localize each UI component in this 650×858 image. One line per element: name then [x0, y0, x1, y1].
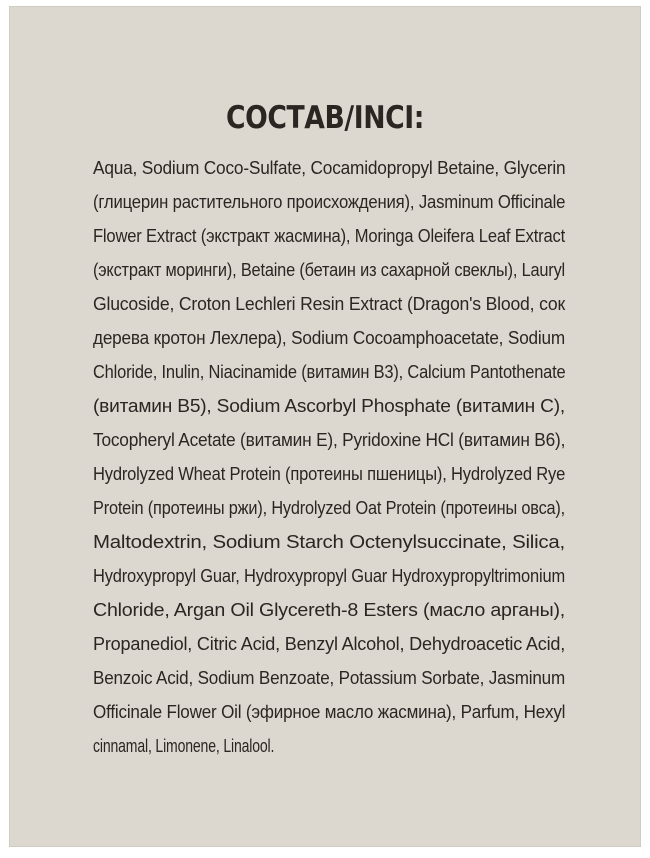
ingredient-line: (экстракт моринги), Betaine (бетаин из сахарной свеклы), Lauryl	[93, 260, 566, 280]
ingredient-line: Protein (протеины ржи), Hydrolyzed Oat Protein (протеины овса),	[93, 498, 566, 518]
ingredient-line: Officinale Flower Oil (эфирное масло жасмина), Parfum, Hexyl	[93, 702, 566, 722]
ingredient-line: Chloride, Inulin, Niacinamide (витамин B3), Calcium Pantothenate	[93, 362, 566, 382]
ingredient-line: (витамин B5), Sodium Ascorbyl Phosphate (витамин C),	[93, 396, 566, 416]
ingredient-line: Tocopheryl Acetate (витамин E), Pyridoxine HCl (витамин B6),	[93, 430, 566, 450]
ingredient-line: Chloride, Argan Oil Glycereth-8 Esters (масло арганы),	[93, 600, 566, 620]
ingredient-line: (глицерин растительного происхождения), Jasminum Officinale	[93, 192, 566, 212]
ingredient-line: Benzoic Acid, Sodium Benzoate, Potassium Sorbate, Jasminum	[93, 668, 566, 688]
ingredient-line: cinnamal, Limonene, Linalool.	[93, 736, 275, 756]
ingredients-list	[93, 151, 565, 763]
ingredient-line: Glucoside, Croton Lechleri Resin Extract (Dragon's Blood, сок	[93, 294, 565, 314]
ingredient-line: Hydrolyzed Wheat Protein (протеины пшеницы), Hydrolyzed Rye	[93, 464, 566, 484]
ingredient-line: Hydroxypropyl Guar, Hydroxypropyl Guar Hydroxypropyltrimonium	[93, 566, 565, 586]
ingredient-line: Maltodextrin, Sodium Starch Octenylsuccinate, Silica,	[93, 532, 565, 552]
ingredient-line: Flower Extract (экстракт жасмина), Moringa Oleifera Leaf Extract	[93, 226, 566, 246]
section-title: СОСТАВ/INCI:	[226, 100, 424, 136]
ingredient-line: Aqua, Sodium Coco-Sulfate, Cocamidopropyl Betaine, Glycerin	[93, 158, 566, 178]
ingredient-line: дерева кротон Лехлера), Sodium Cocoamphoacetate, Sodium	[93, 328, 565, 348]
ingredient-line: Propanediol, Citric Acid, Benzyl Alcohol, Dehydroacetic Acid,	[93, 634, 566, 654]
